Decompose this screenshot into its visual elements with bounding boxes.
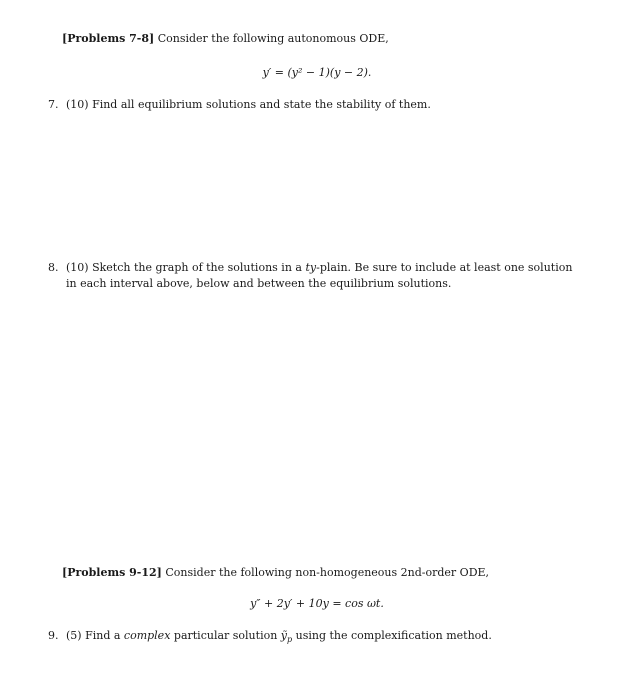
section2-equation (0, 597, 634, 610)
problem-8-number: 8. (48, 261, 59, 274)
section1-equation-text: y′ = (y² − 1)(y − 2). (262, 66, 372, 79)
problem-8-text-line2: in each interval above, below and between the equilibrium solutions. (66, 277, 452, 290)
section2-header-bold: [Problems 9-12] (62, 566, 162, 579)
problem-9-text-c: using the complexification method. (292, 629, 492, 642)
section2-header (62, 566, 489, 579)
section1-header (62, 32, 389, 45)
problem-7-text: (10) Find all equilibrium solutions and state the stability of them. (66, 98, 431, 111)
section1-header-rest: Consider the following autonomous ODE, (154, 32, 389, 45)
problem-9-text-a: (5) Find a (66, 629, 124, 642)
problem-8-text-b: -plain. Be sure to include at least one solution (316, 261, 573, 274)
section2-equation-text: y″ + 2y′ + 10y = cos ωt. (250, 597, 384, 610)
problem-7-number: 7. (48, 98, 59, 111)
problem-8-text-em: ty (305, 261, 317, 274)
problem-9-text-em: complex (123, 629, 171, 642)
problem-9-text-b: particular solution (170, 629, 281, 642)
problem-9-symbol-sub: p (287, 635, 293, 645)
section1-equation (0, 66, 634, 79)
problem-9-number: 9. (48, 629, 59, 642)
section2-header-rest: Consider the following non-homogeneous 2nd-order ODE, (161, 566, 490, 579)
problem-7 (48, 97, 608, 113)
problem-9 (48, 628, 608, 648)
problem-8 (48, 260, 608, 292)
problem-8-text-a: (10) Sketch the graph of the solutions in a (66, 261, 306, 274)
section1-header-bold: [Problems 7-8] (62, 32, 155, 45)
problem-9-symbol: ỹ (280, 629, 288, 642)
